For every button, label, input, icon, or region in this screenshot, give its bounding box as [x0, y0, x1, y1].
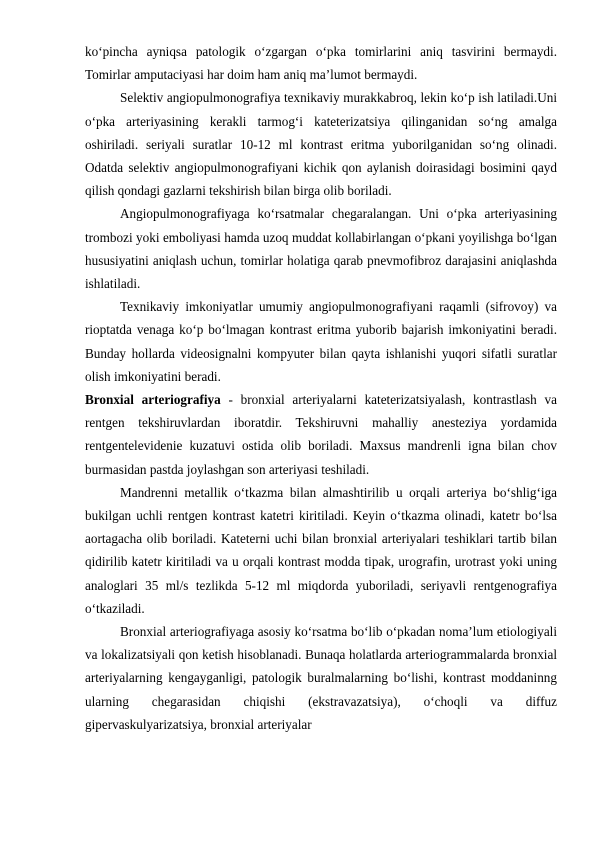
paragraph-1-text: Selektiv angiopulmonografiya texnikaviy murakkabroq, lekin ko‘p ish latiladi.Uni o‘pka arteriyasining kerakli tarmog‘i kateterizatsiya qilinganidan so‘ng amalga oshiriladi. seriyali suratlar 10-12 ml kontrast eritma yuborilganidan so‘ng olinadi. Odatda selektiv angiopulmonografiyani kichik qon aylanish doirasidagi bosimini qayd qilish qondagi gazlarni tekshirish bilan birga olib boriladi.	[85, 90, 557, 199]
paragraph-3-text: Texnikaviy imkoniyatlar umumiy angiopulmonografiyani raqamli (sifrovoy) va rioptatda venaga ko‘p bo‘lmagan kontrast eritma yuborib bajarish imkoniyatini beradi. Bunday hollarda videosignalni kompyuter bilan qayta ishlanishi yuqori sifatli suratlar olish imkoniyatini beradi.	[85, 299, 557, 384]
paragraph-0	[85, 40, 557, 86]
paragraph-5-text: Mandrenni metallik o‘tkazma bilan almashtirilib u orqali arteriya bo‘shlig‘iga bukilgan uchli rentgen kontrast katetri kiritiladi. Keyin o‘tkazma olinadi, katetr bo‘lsa aortagacha olib boriladi. Kateterni uchi bilan bronxial arteriyalari teshiklari tartib bilan qidirilib katetr kiritiladi va u orqali kontrast modda tipak, urografin, urotrast yoki uning analoglari 35 ml/s tezlikda 5-12 ml miqdorda yuboriladi, seriyavli rentgenografiya o‘tkaziladi.	[85, 484, 557, 616]
paragraph-6-text: Bronxial arteriografiyaga asosiy ko‘rsatma bo‘lib o‘pkadan noma’lum etiologiyali va lokalizatsiyali qon ketish hisoblanadi. Bunaqa holatlarda arteriogrammalarda bronxial arteriyalarning kengayganligi, patologik buralmalarning bo‘lishi, kontrast moddaninng ularning chegarasidan chiqishi (ekstravazatsiya), o‘choqli va diffuz gipervaskulyarizatsiya, bronxial arteriyalar	[85, 624, 557, 732]
paragraph-3	[85, 295, 557, 388]
paragraph-1	[85, 86, 557, 202]
paragraph-5	[85, 481, 557, 620]
paragraph-4-term: Bronxial arteriografiya	[85, 392, 221, 408]
paragraph-2-text: Angiopulmonografiyaga ko‘rsatmalar chegaralangan. Uni o‘pka arteriyasining trombozi yoki emboliyasi hamda uzoq muddat kollabirlangan o‘pkani yoyilishga bo‘lgan hususiyatini aniqlash uchun, tomirlar holatiga qarab pnevmofibroz darajasini aniqlashda ishlatiladi.	[85, 206, 557, 292]
document-page	[85, 40, 557, 736]
paragraph-0-text: ko‘pincha ayniqsa patologik o‘zgargan o‘pka tomirlarini aniq tasvirini bermaydi. Tomirlar amputaciyasi har doim ham aniq ma’lumot bermaydi.	[85, 44, 557, 83]
paragraph-4-text: - bronxial arteriyalarni kateterizatsiyalash, kontrastlash va rentgen tekshiruvlardan iboratdir. Tekshiruvni mahalliy anesteziya yordamida rentgentelevidenie kuzatuvi ostida olib boriladi. Maxsus mandrenli igna bilan chov burmasidan pastda joylashgan son arteriyasi teshiladi.	[85, 392, 557, 477]
paragraph-6	[85, 620, 557, 736]
paragraph-4	[85, 388, 557, 481]
paragraph-2	[85, 202, 557, 295]
